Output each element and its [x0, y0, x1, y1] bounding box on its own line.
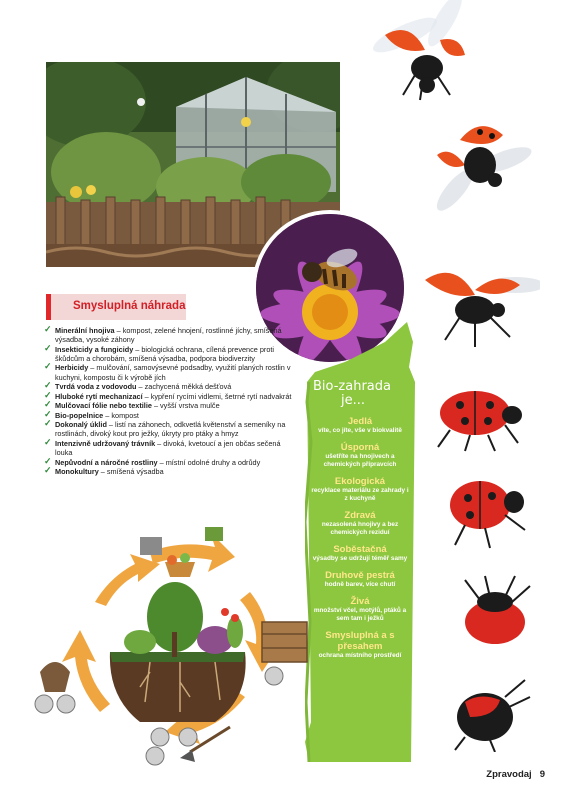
checkmark-icon: ✓ — [44, 389, 52, 400]
panel-title-line2: je... — [341, 393, 366, 408]
list-item: ✓ Tvrdá voda z vodovodu – zachycená měkká dešťová — [44, 380, 232, 392]
checkmark-icon: ✓ — [44, 418, 52, 429]
checkmark-icon: ✓ — [44, 455, 52, 466]
list-item: ✓ Hluboké rytí mechanizací – kypření rycími vidlemi, šetrné rytí nadvakrát — [44, 389, 292, 401]
panel-item: Jedlá víte, co jíte, vše v biokvalitě — [318, 416, 402, 434]
checkmark-icon: ✓ — [44, 342, 52, 353]
list-item: ✓ Insekticidy a fungicidy – biologická ochrana, cílená prevence proti škůdcům a chorobám, smíšená výsadba, podpora biodiverzity — [44, 342, 275, 363]
checkmark-icon: ✓ — [44, 380, 52, 391]
magazine-name: Zpravodaj — [486, 769, 532, 780]
checkmark-icon: ✓ — [44, 436, 52, 447]
ladybug-upright-image — [445, 672, 540, 752]
section-title: Smysluplná náhrada — [73, 300, 186, 312]
panel-item: Zdravá nezasolená hnojivy a bez chemických reziduí — [321, 510, 399, 536]
panel-item: Soběstačná výsadby se udržují téměř samy — [312, 544, 408, 562]
checkmark-icon: ✓ — [44, 408, 52, 419]
panel-item: Úsporná ušetříte na hnojivech a chemických přípravcích — [323, 442, 397, 468]
checkmark-icon: ✓ — [44, 465, 52, 476]
ladybug-takeoff-image — [425, 110, 535, 220]
ladybug-upside-down-image — [450, 572, 540, 652]
panel-item: Ekologická recyklace materiálu ze zahrady i z kuchyně — [311, 476, 409, 502]
list-item: ✓ Nepůvodní a náročné rostliny – místní odolné druhy a odrůdy — [44, 455, 261, 467]
list-item: ✓ Minerální hnojiva – kompost, zelené hnojení, rostlinné jíchy, smíšená výsadba, vysoké záhony — [44, 324, 282, 345]
panel-item: Živá množství včel, motýlů, ptáků a sem tam i ježků — [313, 596, 407, 622]
list-item: ✓ Dokonalý úklid – listí na záhonech, odkvetlá květenství a semeníky na rostlinách, divoký kout pro ježky, úkryty pro ptáky a hmyz — [44, 418, 286, 439]
checkmark-icon: ✓ — [44, 399, 52, 410]
section-title-tag — [46, 294, 186, 320]
list-item: ✓ Herbicidy – mulčování, samovýsevné podsadby, využití planých rostlin v kuchyni, kompostu či k výrobě jích — [44, 361, 291, 382]
replacement-checklist — [46, 326, 298, 477]
ladybug-walking-image — [420, 375, 540, 455]
ladybug-standing-image — [440, 470, 540, 550]
checkmark-icon: ✓ — [44, 361, 52, 372]
list-item: ✓ Bio-popelnice – kompost — [44, 408, 139, 420]
compost-cycle-illustration — [30, 522, 330, 772]
list-item: ✓ Mulčovací fólie nebo textilie – vyšší vrstva mulče — [44, 399, 220, 411]
page-footer — [486, 769, 545, 780]
ladybug-wings-open-image — [420, 255, 540, 355]
checkmark-icon: ✓ — [44, 324, 52, 334]
page-number: 9 — [539, 769, 545, 780]
panel-title-line1: Bio-zahrada — [313, 379, 391, 394]
list-item: ✓ Intenzivně udržovaný trávník – divoká, kvetoucí a jen občas sečená louka — [44, 436, 281, 458]
ladybug-flying-image — [365, 0, 475, 110]
list-item: ✓ Monokultury – smíšená výsadba — [44, 465, 164, 477]
panel-item: Smysluplná a s přesahem ochrana místního prostředí — [318, 630, 402, 659]
panel-item: Druhově pestrá hodně barev, více chutí — [324, 570, 396, 588]
